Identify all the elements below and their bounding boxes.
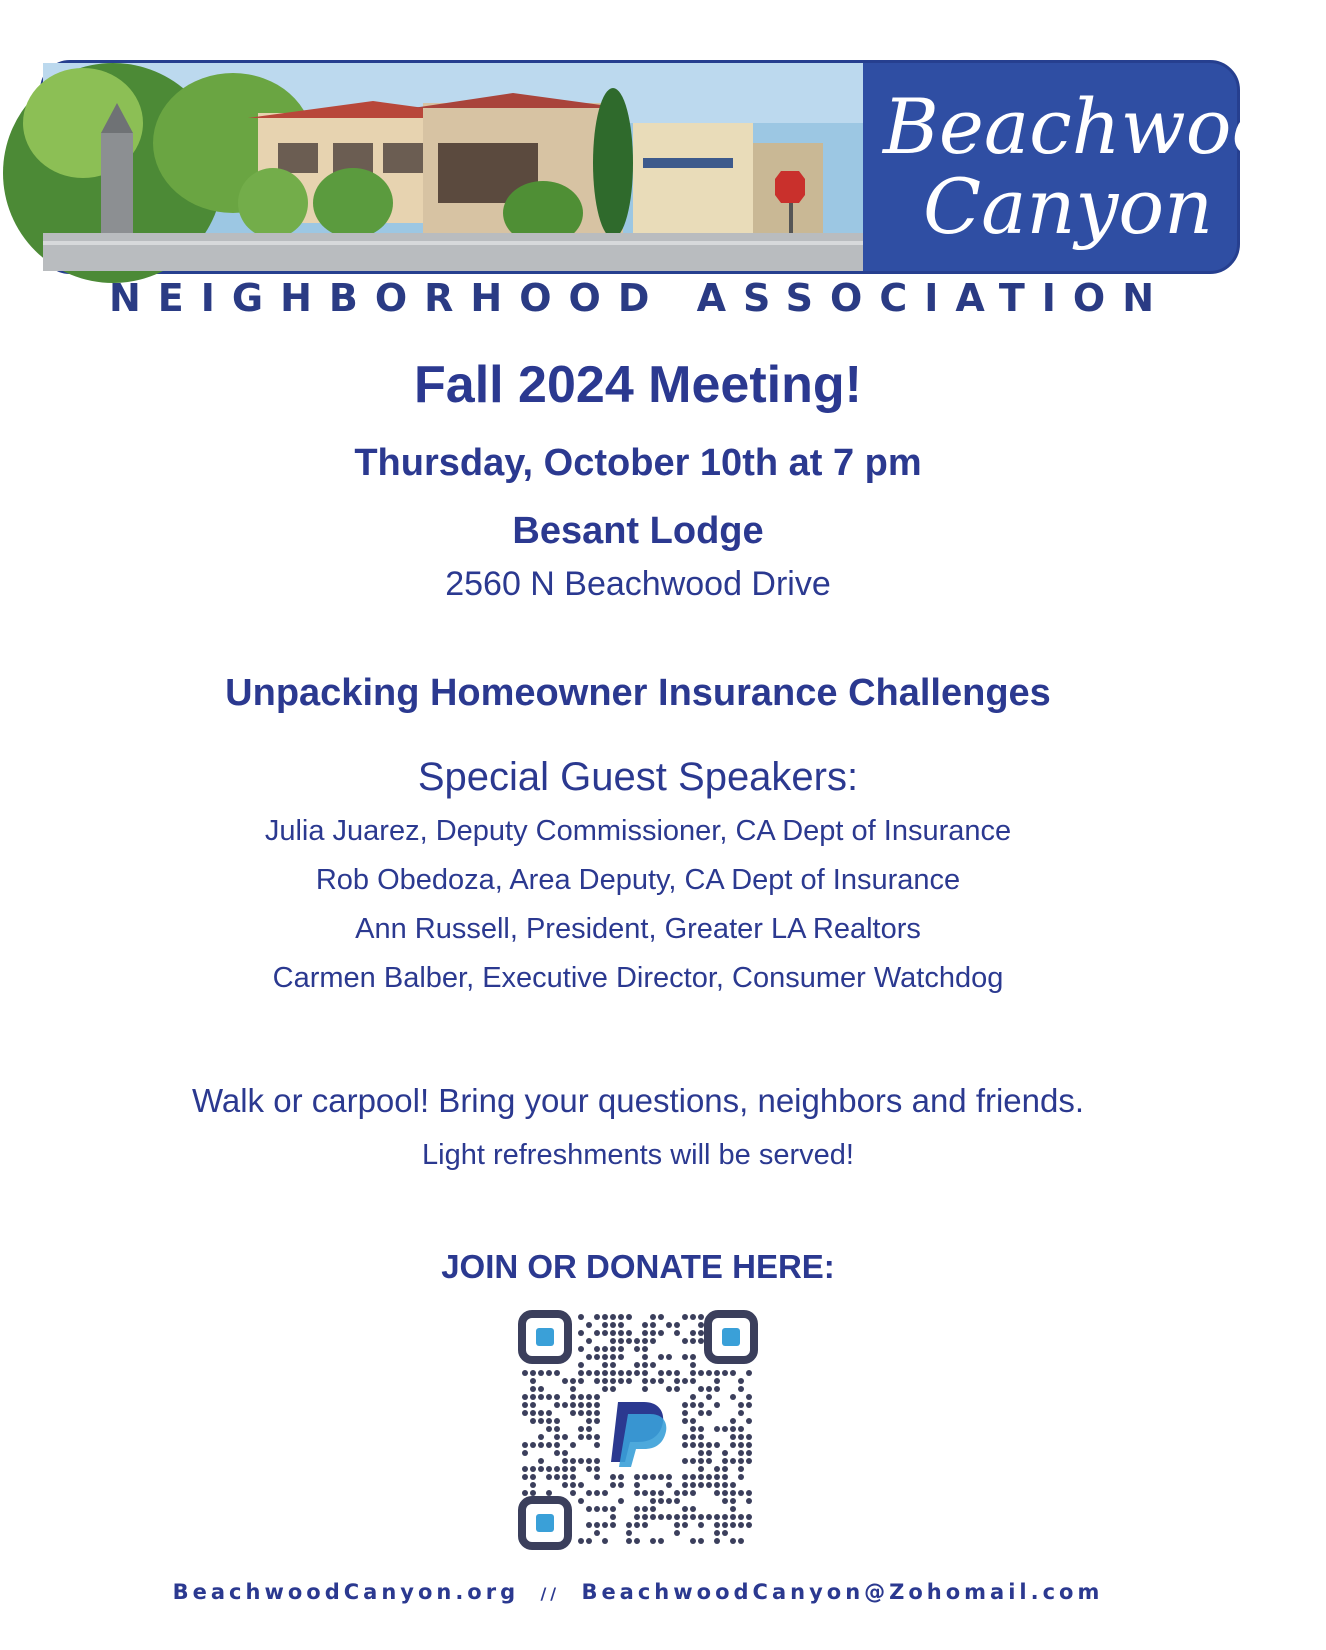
speaker-item: Rob Obedoza, Area Deputy, CA Dept of Insurance — [315, 864, 961, 896]
header-banner — [40, 60, 1326, 274]
email-link[interactable]: BeachwoodCanyon@Zohomail.com — [581, 1580, 1104, 1604]
paypal-qr-code-icon[interactable] — [518, 1310, 758, 1550]
join-donate-heading: JOIN OR DONATE HERE: — [441, 1248, 835, 1285]
footer-separator: // — [540, 1584, 561, 1603]
event-datetime: Thursday, October 10th at 7 pm — [354, 442, 922, 484]
refreshments-text: Light refreshments will be served! — [422, 1139, 854, 1171]
event-title: Fall 2024 Meeting! — [414, 356, 862, 414]
speaker-item: Carmen Balber, Executive Director, Consumer Watchdog — [272, 962, 1004, 994]
event-address: 2560 N Beachwood Drive — [445, 565, 831, 603]
speaker-item: Ann Russell, President, Greater LA Realtors — [355, 913, 921, 945]
speakers-heading: Special Guest Speakers: — [417, 755, 859, 799]
association-logo — [863, 82, 1326, 253]
event-venue: Besant Lodge — [512, 510, 764, 552]
logo-line-canyon: Canyon — [923, 162, 1214, 251]
event-topic: Unpacking Homeowner Insurance Challenges — [225, 672, 1051, 714]
website-link[interactable]: BeachwoodCanyon.org — [172, 1580, 520, 1604]
speaker-item: Julia Juarez, Deputy Commissioner, CA Dept of Insurance — [264, 815, 1012, 847]
invite-text: Walk or carpool! Bring your questions, neighbors and friends. — [191, 1082, 1085, 1119]
association-name: NEIGHBORHOOD ASSOCIATION — [109, 276, 1171, 320]
logo-line-beachwood: Beachwood — [883, 82, 1326, 171]
street-scene-image — [43, 63, 863, 271]
footer-contact — [0, 1580, 1276, 1604]
